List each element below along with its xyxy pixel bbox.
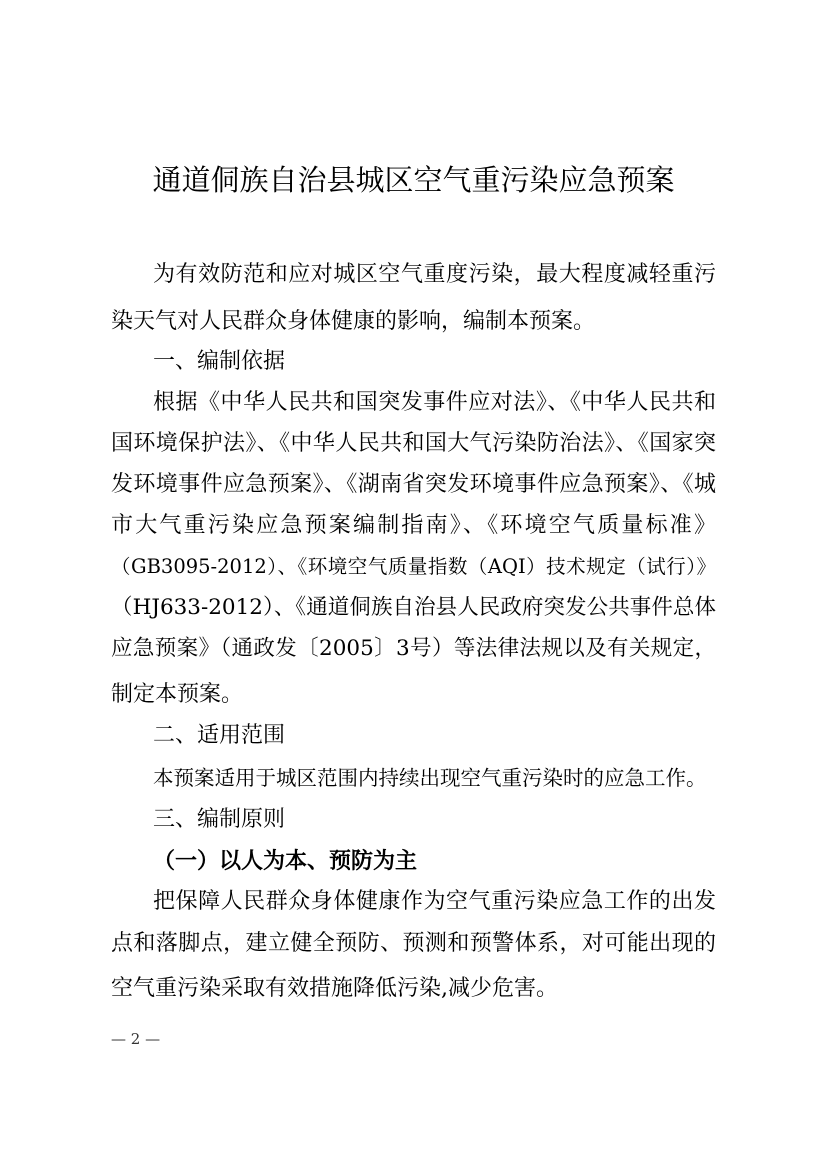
paragraph-line: 发环境事件应急预案》、《湖南省突发环境事件应急预案》、《城 <box>111 472 716 497</box>
paragraph-line: 点和落脚点，建立健全预防、预测和预警体系，对可能出现的 <box>111 931 716 956</box>
paragraph-line: （HJ633-2012）、《通道侗族自治县人民政府突发公共事件总体 <box>111 595 716 620</box>
subsection-heading: （一）以人为本、预防为主 <box>153 849 418 874</box>
section-heading: 三、编制原则 <box>153 807 286 832</box>
paragraph-line: 根据《中华人民共和国突发事件应对法》、《中华人民共和 <box>153 390 716 415</box>
paragraph-line: 本预案适用于城区范围内持续出现空气重污染时的应急工作。 <box>153 766 707 790</box>
paragraph-line: 把保障人民群众身体健康作为空气重污染应急工作的出发 <box>153 889 716 914</box>
paragraph-line: 染天气对人民群众身体健康的影响，编制本预案。 <box>111 309 596 334</box>
paragraph-line: 市大气重污染应急预案编制指南》、《环境空气质量标准》 <box>111 513 716 538</box>
section-heading: 一、编制依据 <box>153 349 286 374</box>
section-heading: 二、适用范围 <box>153 723 286 748</box>
page-number: — 2 — <box>111 1030 161 1048</box>
paragraph-line: 应急预案》（通政发〔2005〕3号）等法律法规以及有关规定， <box>111 636 716 661</box>
paragraph-line: （GB3095-2012）、《环境空气质量指数（AQI）技术规定（试行）》 <box>111 555 716 578</box>
paragraph-line: 为有效防范和应对城区空气重度污染，最大程度减轻重污 <box>153 262 716 287</box>
document-title: 通道侗族自治县城区空气重污染应急预案 <box>152 163 675 197</box>
paragraph-line: 国环境保护法》、《中华人民共和国大气污染防治法》、《国家突 <box>111 431 716 456</box>
paragraph-line: 空气重污染采取有效措施降低污染,减少危害。 <box>111 976 558 1001</box>
paragraph-line: 制定本预案。 <box>111 682 244 707</box>
